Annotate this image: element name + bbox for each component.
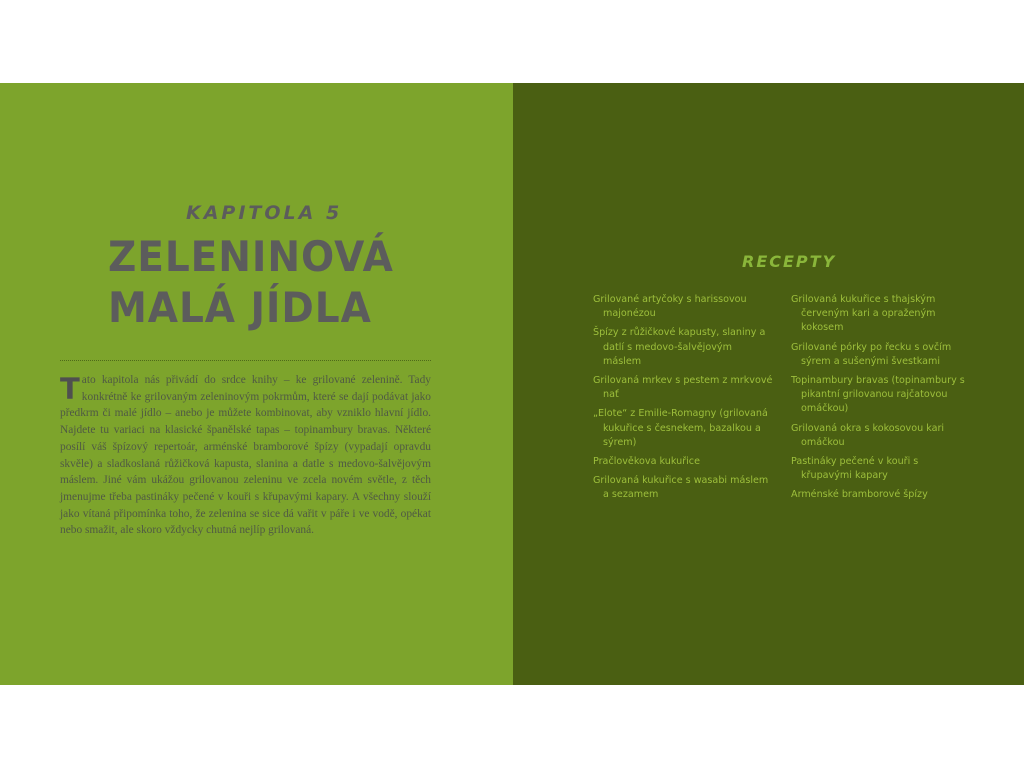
- chapter-title-line-2: MALÁ JÍDLA: [108, 283, 372, 332]
- right-page: [513, 83, 1024, 685]
- chapter-title-line-1: ZELENINOVÁ: [108, 232, 394, 281]
- dotted-divider: [60, 360, 431, 361]
- recipe-item: Pastináky pečené v kouři s křupavými kapary: [791, 456, 919, 482]
- recipe-item: Pračlověkova kukuřice: [593, 456, 700, 468]
- recipe-item: Grilovaná kukuřice s wasabi máslem a sezamem: [593, 475, 769, 501]
- recipe-item: Topinambury bravas (topinambury s pikantní grilovanou rajčatovou omáčkou): [791, 375, 965, 415]
- recipe-list-column-2: [791, 293, 971, 508]
- chapter-label: KAPITOLA 5: [186, 202, 343, 224]
- recipe-item: Grilované artyčoky s harissovou majonézou: [593, 294, 747, 320]
- recipe-list-column-1: [593, 293, 773, 508]
- recipe-item: Grilovaná okra s kokosovou kari omáčkou: [791, 422, 945, 448]
- chapter-intro: [60, 372, 431, 539]
- intro-text: ato kapitola nás přivádí do srdce knihy – ke grilované zelenině. Tady konkrétně ke grilovaným zeleninovým pokrmům, které se dají podávat jako předkrm či malé jídlo – anebo je můžete kombinovat, aby vzniklo hlavní jídlo. Najdete tu variaci na klasické španělské tapas – topinambury bravas. Některé posílí váš špízový repertoár, arménské bramborové špízy (vypadají opravdu skvěle) a sladkoslaná růžičková kapusta, slanina a datle s medovo-šalvějovým máslem. Jiné vám ukážou grilovanou zeleninu ve zcela novém světle, z těch jmenujme třeba pastináky pečené v kouři s křupavými kapary. A všechny slouží jako vítaná připomínka toho, že zelenina se sice dá vařit v páře i ve vodě, opékat nebo smažit, ale skoro vždycky chutná nejlíp grilovaná.: [60, 374, 431, 537]
- drop-cap: T: [60, 372, 80, 406]
- left-page: [0, 83, 513, 685]
- recipe-item: „Elote“ z Emilie-Romagny (grilovaná kukuřice s česnekem, bazalkou a sýrem): [593, 408, 768, 448]
- recipe-item: Grilovaná mrkev s pestem z mrkvové nať: [593, 375, 773, 401]
- recipe-item: Špízy z růžičkové kapusty, slaniny a datlí s medovo-šalvějovým máslem: [593, 327, 766, 367]
- recipe-item: Grilovaná kukuřice s thajským červeným kari a opraženým kokosem: [791, 294, 936, 334]
- recipes-heading: RECEPTY: [742, 252, 837, 271]
- book-spread: [0, 83, 1024, 685]
- chapter-title: [108, 231, 394, 333]
- recipe-item: Arménské bramborové špízy: [791, 489, 928, 501]
- recipe-item: Grilované pórky po řecku s ovčím sýrem a sušenými švestkami: [791, 341, 952, 367]
